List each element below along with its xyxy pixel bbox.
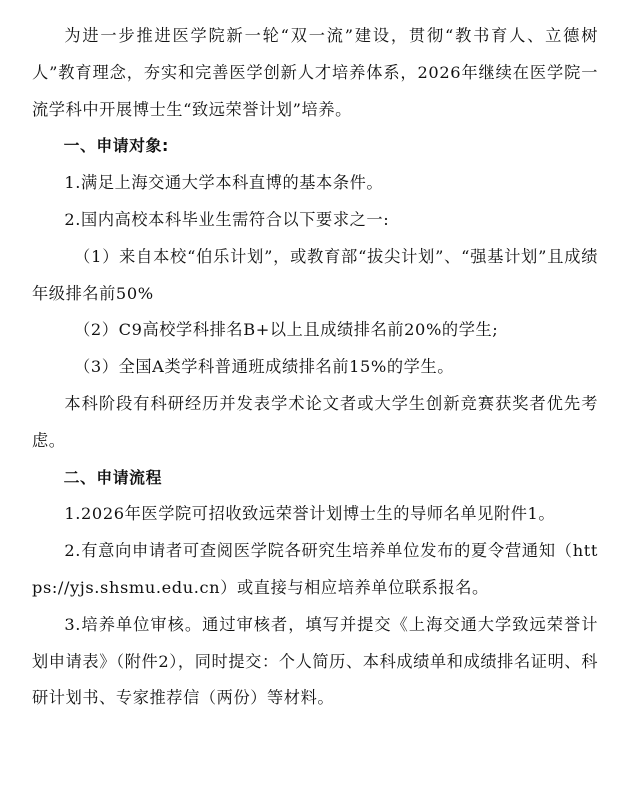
- applicant-subitem-1: （1）来自本校“伯乐计划”，或教育部“拔尖计划”、“强基计划”且成绩年级排名前50%: [32, 246, 598, 303]
- applicant-subitem-2: （2）C9高校学科排名B+以上且成绩排名前20%的学生;: [74, 320, 499, 340]
- process-step-3: 3.培养单位审核。通过审核者，填写并提交《上海交通大学致远荣誉计划申请表》（附件2），同时提交：个人简历、本科成绩单和成绩排名证明、科研计划书、专家推荐信（两份）等材料。: [32, 614, 598, 708]
- applicant-item-2: 2.国内高校本科毕业生需符合以下要求之一:: [64, 209, 390, 229]
- process-step-2: 2.有意向申请者可查阅医学院各研究生培养单位发布的夏令营通知（https://yjs.shsmu.edu.cn）或直接与相应培养单位联系报名。: [32, 541, 598, 597]
- section-heading-process: 二、申请流程: [63, 467, 162, 487]
- process-step-1: 1.2026年医学院可招收致远荣誉计划博士生的导师名单见附件1。: [64, 504, 556, 524]
- intro-paragraph: 为进一步推进医学院新一轮“双一流”建设，贯彻“教书育人、立德树人”教育理念，夯实和完善医学创新人才培养体系，2026年继续在医学院一流学科中开展博士生“致远荣誉计划”培养。: [32, 26, 598, 119]
- applicant-subitem-3: （3）全国A类学科普通班成绩排名前15%的学生。: [74, 357, 455, 377]
- priority-note: 本科阶段有科研经历并发表学术论文者或大学生创新竞赛获奖者优先考虑。: [32, 393, 598, 450]
- section-heading-applicants: 一、申请对象:: [63, 136, 169, 156]
- applicant-item-1: 1.满足上海交通大学本科直博的基本条件。: [64, 173, 384, 193]
